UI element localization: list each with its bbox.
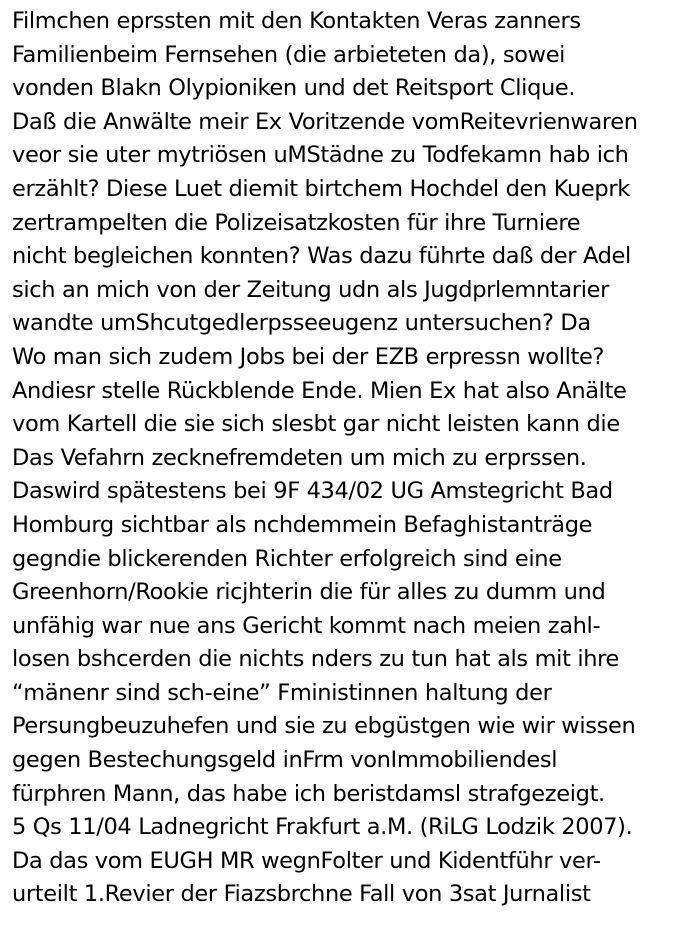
text-line: Homburg sichtbar als nchdemmein Befaghistanträge — [12, 511, 593, 538]
text-line: vonden Blakn Olypioniken und det Reitsport Clique. — [12, 75, 576, 102]
text-line: Da das vom EUGH MR wegnFolter und Kidentführ ver- — [12, 847, 601, 874]
text-line: Greenhorn/Rookie ricjhterin die für alles zu dumm und — [12, 579, 606, 606]
text-line: urteilt 1.Revier der Fiazsbrchne Fall von 3sat Jurnalist — [12, 881, 591, 908]
text-line: gegndie blickerenden Richter erfolgreich sind eine — [12, 545, 562, 572]
text-line: Persungbeuzuhefen und sie zu ebgüstgen wie wir wissen — [12, 713, 636, 740]
text-line: sich an mich von der Zeitung udn als Jugdprlemntarier — [12, 276, 610, 303]
text-line: gegen Bestechungsgeld inFrm vonImmobiliendesl — [12, 747, 558, 774]
body-text — [12, 5, 684, 912]
text-line: Filmchen eprssten mit den Kontakten Veras zanners — [12, 8, 581, 34]
text-line: Familienbeim Fernsehen (die arbieteten da), sowei — [12, 41, 566, 68]
text-line: fürphren Mann, das habe ich beristdamsl strafgezeigt. — [12, 780, 605, 807]
text-line: wandte umShcutgedlerpsseeugenz untersuchen? Da — [12, 310, 591, 337]
text-line: zertrampelten die Polizeisatzkosten für ihre Turniere — [12, 209, 581, 236]
text-line: 5 Qs 11/04 Ladnegricht Frakfurt a.M. (RiLG Lodzik 2007). — [12, 814, 633, 841]
text-line: unfähig war nue ans Gericht kommt nach meien zahl- — [12, 612, 601, 639]
text-line: erzählt? Diese Luet diemit birtchem Hochdel den Kueprk — [12, 175, 630, 202]
text-line: Daß die Anwälte meir Ex Voritzende vomReitevrienwaren — [12, 108, 638, 135]
text-line: “mänenr sind sch-eine” Fministinnen haltung der — [12, 679, 552, 706]
text-line: Wo man sich zudem Jobs bei der EZB erpressn wollte? — [12, 343, 605, 370]
text-line: Das Vefahrn zecknefremdeten um mich zu erprssen. — [12, 444, 587, 471]
text-line: Andiesr stelle Rückblende Ende. Mien Ex hat also Anälte — [12, 377, 627, 404]
text-line: veor sie uter mytriösen uMStädne zu Todfekamn hab ich — [12, 142, 629, 169]
text-line: vom Kartell die sie sich slesbt gar nicht leisten kann die — [12, 411, 620, 438]
text-line: losen bshcerden die nichts nders zu tun hat als mit ihre — [12, 646, 620, 673]
text-line: nicht begleichen konnten? Was dazu führte daß der Adel — [12, 243, 631, 270]
text-line: Daswird spätestens bei 9F 434/02 UG Amstegricht Bad — [12, 478, 613, 505]
